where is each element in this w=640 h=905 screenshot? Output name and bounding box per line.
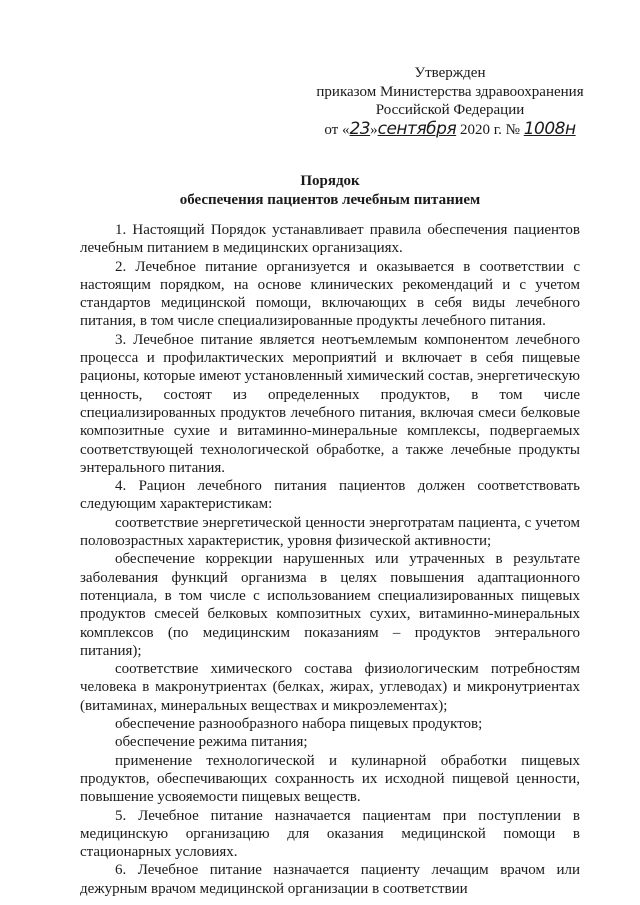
paragraph: соответствие энергетической ценности энерготратам пациента, с учетом половозрастных характеристик, уровня физической активности; — [80, 514, 580, 550]
paragraph: 3. Лечебное питание является неотъемлемым компонентом лечебного процесса и профилактических мероприятий и включает в себя пищевые рационы, которые имеют установленный химический состав, энергетическую ценность, состоят из определенных продуктов, в том числе специализированных продуктов лечебного питания, включая смеси белковые композитные сухие и витаминно-минеральные комплексы, подвергаемых соответствующей технологической обработке, а также лечебные продукты энтерального питания. — [80, 331, 580, 476]
paragraph: применение технологической и кулинарной обработки пищевых продуктов, обеспечивающих сохранность их исходной пищевой ценности, повышение усвояемости пищевых веществ. — [80, 752, 580, 806]
paragraph: 1. Настоящий Порядок устанавливает правила обеспечения пациентов лечебным питанием в медицинских организациях. — [80, 222, 580, 257]
paragraph: 4. Рацион лечебного питания пациентов должен соответствовать следующим характеристикам: — [80, 478, 580, 513]
date-mid: » — [370, 121, 378, 138]
paragraph: 5. Лечебное питание назначается пациентам при поступлении в медицинскую организацию для оказания медицинской помощи в стационарных условиях. — [80, 807, 580, 861]
paragraph: обеспечение режима питания; — [115, 734, 308, 751]
approval-line-1: Утвержден — [414, 65, 486, 81]
date-prefix: от « — [324, 121, 350, 138]
approval-block — [300, 64, 600, 139]
approval-line-3: Российской Федерации — [375, 102, 525, 118]
paragraph: 6. Лечебное питание назначается пациенту лечащим врачом или дежурным врачом медицинской организации в соответствии — [80, 862, 580, 897]
title-line-2: обеспечения пациентов лечебным питанием — [179, 192, 481, 208]
paragraph: обеспечение разнообразного набора пищевых продуктов; — [115, 716, 483, 733]
approval-line-2: приказом Министерства здравоохранения — [316, 83, 584, 100]
paragraph: 2. Лечебное питание организуется и оказывается в соответствии с настоящим порядком, на основе клинических рекомендаций и с учетом стандартов медицинской помощи, включающих в себя виды лечебного питания, в том числе специализированные продукты лечебного питания. — [80, 258, 580, 330]
paragraph: соответствие химического состава физиологическим потребностям человека в макронутриентах (белках, жирах, углеводах) и микронутриентах (витаминах, минеральных веществах и микроэлементах); — [80, 661, 580, 714]
handwritten-day: 23 — [349, 118, 371, 139]
title-line-1: Порядок — [300, 173, 360, 189]
paragraph: обеспечение коррекции нарушенных или утраченных в результате заболевания функций организма в целях повышения адаптационного потенциала, в том числе с использованием специализированных пищевых продуктов смесей белковых композитных сухих, витаминно-минеральных комплексов (по медицинским показаниям – продуктов энтерального питания); — [80, 551, 580, 659]
handwritten-month: сентября — [377, 118, 457, 139]
handwritten-order-number: 1008н — [523, 118, 576, 139]
document-body — [80, 221, 580, 898]
document-title — [80, 172, 580, 210]
approval-date-line — [300, 120, 600, 140]
date-year: 2020 г. № — [459, 121, 520, 138]
